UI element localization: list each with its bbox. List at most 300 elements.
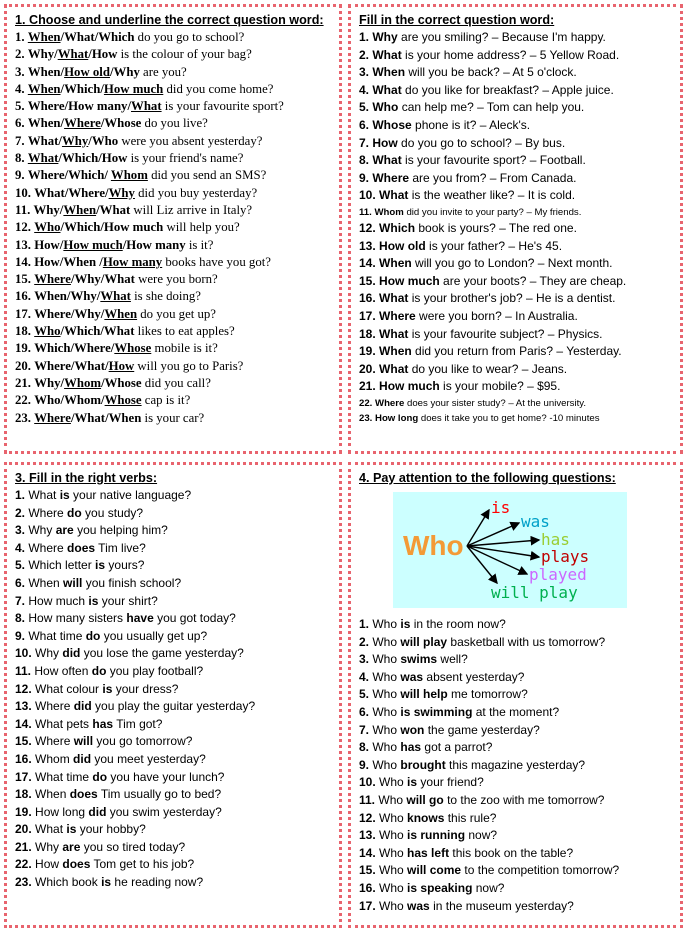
item-number: 9. (15, 628, 26, 643)
verb: will help (400, 687, 448, 702)
item-number: 1. (359, 30, 370, 44)
question-text: you so tired today? (80, 839, 186, 854)
underlined-option: Whose (104, 393, 142, 408)
underlined-option: Where (64, 116, 101, 131)
question-word: Whom (374, 206, 404, 218)
question-start: Why (28, 523, 56, 538)
option-text: Where/What/ (34, 358, 109, 373)
verb: is (400, 617, 411, 631)
list-item (359, 170, 672, 188)
list-item (15, 681, 331, 699)
question-text: your dress? (112, 681, 179, 696)
option-text: /What (96, 202, 131, 217)
verb: will play (400, 634, 448, 649)
verb: was (400, 669, 424, 684)
list-item (15, 81, 331, 98)
item-number: 6. (359, 117, 370, 132)
list-item (15, 306, 331, 323)
diagram-word: played (529, 565, 587, 584)
list-item (359, 135, 672, 153)
question-start: Who (372, 617, 401, 631)
list-item (359, 792, 672, 810)
question-text: is your friend's name? (127, 151, 244, 166)
question-word: Where (379, 308, 416, 323)
option-text: How/ (34, 237, 64, 252)
question-text: is your favourite sport? (161, 99, 284, 114)
list-item (359, 308, 672, 326)
option-text: /Which/How much (60, 220, 164, 235)
question-start: Who (379, 880, 408, 895)
list-item (15, 29, 331, 46)
question-start: What time (35, 769, 93, 784)
question-word: How old (379, 238, 426, 253)
question-start: What (28, 488, 60, 502)
question-text: Tim usually go to bed? (97, 787, 222, 802)
item-number: 19. (15, 341, 31, 356)
question-text: does your sister study? – At the university. (404, 397, 587, 409)
question-start: Why (35, 839, 63, 854)
list-item (359, 651, 672, 669)
item-number: 15. (15, 734, 32, 749)
verb: do (92, 769, 108, 784)
item-number: 5. (15, 99, 25, 114)
item-number: 17. (15, 769, 32, 784)
item-number: 14. (15, 716, 32, 731)
question-start: Where (35, 699, 74, 714)
list-item (359, 361, 672, 379)
list-item (15, 358, 331, 375)
item-number: 13. (15, 237, 31, 252)
item-number: 12. (359, 810, 376, 825)
question-text: you play football? (106, 663, 204, 678)
option-text: /Why (109, 64, 140, 79)
underlined-option: How much (103, 81, 164, 96)
question-text: your native language? (69, 488, 192, 502)
item-number: 20. (15, 358, 31, 373)
arrow (467, 546, 497, 583)
list-item (359, 686, 672, 704)
list-item (15, 487, 331, 505)
question-start: Why (35, 646, 63, 661)
question-text: now? (472, 880, 505, 895)
item-number: 13. (359, 828, 376, 843)
question-start: Who (372, 757, 401, 772)
item-number: 16. (15, 751, 32, 766)
list-item (15, 410, 331, 427)
panel2-title: Fill in the correct question word: (359, 13, 555, 27)
question-start: Whom (35, 751, 74, 766)
item-number: 18. (359, 326, 376, 341)
diagram-word: plays (541, 547, 590, 566)
item-number: 5. (359, 687, 370, 702)
who-center-word: Who (403, 530, 464, 561)
verb: does (69, 787, 98, 802)
list-item (15, 716, 331, 734)
question-text: will you go to London? – Next month. (411, 256, 613, 271)
verb: are (55, 523, 74, 538)
panel2-list (359, 29, 672, 426)
question-text: is your favourite sport? – Football. (401, 153, 586, 168)
item-number: 17. (15, 306, 31, 321)
option-text: /Whose (101, 375, 142, 390)
underlined-option: Whose (114, 341, 152, 356)
list-item (15, 46, 331, 63)
list-item (15, 219, 331, 236)
item-number: 11. (359, 792, 376, 807)
item-number: 4. (15, 81, 25, 96)
item-number: 8. (15, 611, 26, 626)
panel3-title: 3. Fill in the right verbs: (15, 471, 158, 485)
question-start: Who (372, 704, 401, 719)
question-word: Which (379, 220, 416, 235)
question-text: will help you? (163, 220, 240, 235)
question-text: you meet yesterday? (91, 751, 206, 766)
question-start: Who (379, 828, 408, 843)
underlined-option: What (57, 47, 89, 62)
question-text: Tim got? (113, 716, 163, 731)
option-text: When/Why/ (34, 289, 101, 304)
question-word: How (372, 135, 398, 150)
item-number: 16. (359, 880, 376, 895)
option-text: /How (88, 47, 118, 62)
question-text: you have your lunch? (107, 769, 225, 784)
question-start: How (35, 857, 63, 872)
question-start: Who (379, 810, 408, 825)
question-word: What (372, 153, 402, 168)
question-text: is the colour of your bag? (117, 47, 252, 62)
question-text: likes to eat apples? (134, 324, 235, 339)
option-text: /Which/What (60, 324, 135, 339)
item-number: 1. (359, 617, 370, 631)
item-number: 18. (15, 324, 31, 339)
item-number: 8. (15, 151, 25, 166)
verb: do (67, 505, 82, 520)
list-item (359, 774, 672, 792)
item-number: 6. (359, 704, 370, 719)
underlined-option: Where (34, 410, 71, 425)
question-text: will you be back? – At 5 o'clock. (405, 65, 577, 80)
option-text: Where/Why/ (34, 306, 105, 321)
question-text: to the zoo with me tomorrow? (443, 792, 605, 807)
question-start: How often (34, 663, 92, 678)
list-item (15, 115, 331, 132)
item-number: 20. (359, 361, 376, 376)
question-start: What colour (35, 681, 103, 696)
question-text: in the room now? (410, 617, 506, 631)
list-item (15, 505, 331, 523)
list-item (15, 610, 331, 628)
question-word: Who (372, 100, 399, 115)
list-item (359, 273, 672, 291)
option-text: /Which/How (58, 151, 128, 166)
question-start: How long (35, 804, 89, 819)
item-number: 4. (359, 82, 370, 97)
question-text: phone is it? – Aleck's. (411, 117, 531, 132)
list-item (359, 898, 672, 916)
verb: is speaking (407, 880, 473, 895)
question-text: your hobby? (76, 822, 146, 837)
verb: will go (406, 792, 444, 807)
item-number: 20. (15, 822, 32, 837)
option-text: Why/ (27, 47, 58, 62)
item-number: 3. (15, 64, 25, 79)
list-item (15, 392, 331, 409)
question-text: at the moment? (472, 704, 560, 719)
option-text: When/ (27, 64, 65, 79)
underlined-option: How many (102, 254, 163, 269)
list-item (15, 540, 331, 558)
question-word: What (379, 361, 409, 376)
verb: is (102, 681, 113, 696)
item-number: 12. (15, 220, 31, 235)
item-number: 12. (15, 681, 32, 696)
list-item (359, 290, 672, 308)
item-number: 23. (15, 410, 31, 425)
question-word: How much (379, 379, 440, 394)
option-text: Who/Whom/ (34, 393, 105, 408)
list-item (359, 880, 672, 898)
item-number: 9. (359, 170, 370, 185)
question-text: do you like to wear? – Jeans. (408, 361, 568, 376)
item-number: 21. (359, 379, 376, 394)
item-number: 2. (359, 47, 370, 62)
list-item (359, 47, 672, 65)
diagram-word: will play (491, 583, 578, 602)
underlined-option: What (100, 289, 131, 304)
underlined-option: Who (34, 324, 61, 339)
question-text: were you absent yesterday? (118, 133, 263, 148)
item-number: 17. (359, 898, 376, 913)
question-word: What (372, 82, 402, 97)
list-item (15, 733, 331, 751)
panel4-title: 4. Pay attention to the following questions: (359, 471, 616, 485)
item-number: 14. (359, 256, 376, 271)
item-number: 15. (15, 272, 31, 287)
verb: was (407, 898, 430, 913)
item-number: 3. (15, 523, 26, 538)
item-number: 23. (359, 412, 373, 424)
question-text: is your brother's job? – He is a dentist. (408, 291, 616, 306)
item-number: 13. (359, 238, 376, 253)
list-item (359, 704, 672, 722)
item-number: 7. (15, 593, 26, 608)
question-word: How long (375, 412, 419, 424)
item-number: 14. (15, 254, 31, 269)
question-start: Who (379, 863, 408, 878)
question-word: Why (372, 30, 398, 44)
question-start: Where (28, 540, 68, 555)
item-number: 11. (15, 202, 31, 217)
list-item (15, 185, 331, 202)
question-word: When (379, 344, 412, 359)
item-number: 2. (15, 47, 25, 62)
question-text: is the weather like? – It is cold. (408, 188, 576, 203)
underlined-option: What (27, 151, 59, 166)
item-number: 7. (359, 135, 370, 150)
item-number: 9. (15, 168, 25, 183)
item-number: 8. (359, 740, 370, 755)
list-item (15, 786, 331, 804)
list-item (359, 326, 672, 344)
question-text: is it? (185, 237, 214, 252)
option-text: How/When / (34, 254, 103, 269)
verb: knows (407, 810, 445, 825)
option-text: /How many (122, 237, 186, 252)
item-number: 17. (359, 308, 376, 323)
list-item (15, 769, 331, 787)
underlined-option: How much (63, 237, 123, 252)
question-text: he reading now? (111, 875, 204, 890)
question-start: Who (372, 687, 401, 702)
question-text: this rule? (444, 810, 497, 825)
question-text: the game yesterday? (424, 722, 540, 737)
item-number: 16. (359, 291, 376, 306)
item-number: 15. (359, 273, 376, 288)
list-item (15, 271, 331, 288)
panel4-list (359, 616, 672, 915)
item-number: 10. (359, 775, 376, 790)
verb: is (88, 593, 99, 608)
list-item (15, 167, 331, 184)
question-text: did you come home? (163, 81, 274, 96)
question-word: Where (375, 397, 405, 409)
question-text: does it take you to get home? -10 minutes (418, 412, 600, 424)
list-item (359, 238, 672, 256)
item-number: 2. (15, 505, 26, 520)
verb: have (126, 611, 154, 626)
question-text: you play the guitar yesterday? (91, 699, 256, 714)
question-text: basketball with us tomorrow? (447, 634, 606, 649)
option-text: Where/How many/ (27, 99, 132, 114)
item-number: 22. (359, 397, 373, 409)
question-text: were you born? (134, 272, 218, 287)
list-item (359, 739, 672, 757)
item-number: 3. (359, 652, 370, 667)
list-item (15, 663, 331, 681)
list-item (359, 117, 672, 135)
underlined-option: How old (64, 64, 110, 79)
verb: do (85, 628, 101, 643)
question-text: cap is it? (141, 393, 191, 408)
list-item (359, 757, 672, 775)
option-text: What/ (27, 133, 62, 148)
list-item (359, 29, 672, 47)
question-text: is she doing? (130, 289, 201, 304)
question-text: did you buy yesterday? (134, 185, 258, 200)
panel-fill-question-word (348, 4, 683, 454)
question-text: book is yours? – The red one. (415, 220, 577, 235)
verb: has (400, 740, 422, 755)
question-start: What pets (35, 716, 93, 731)
item-number: 18. (15, 787, 32, 802)
question-text: Tim live? (95, 540, 146, 555)
item-number: 16. (15, 289, 31, 304)
verb: brought (400, 757, 446, 772)
question-text: mobile is it? (151, 341, 218, 356)
list-item (15, 593, 331, 611)
verb: is (407, 775, 418, 790)
option-text: When/ (27, 116, 65, 131)
question-start: What time (28, 628, 86, 643)
question-text: your friend? (417, 775, 484, 790)
question-text: is your car? (141, 410, 205, 425)
question-text: are you smiling? – Because I'm happy. (397, 30, 606, 44)
item-number: 6. (15, 116, 25, 131)
list-item (15, 64, 331, 81)
question-start: Which letter (28, 558, 96, 573)
list-item (15, 133, 331, 150)
question-text: is your home address? – 5 Yellow Road. (401, 47, 620, 62)
item-number: 1. (15, 488, 26, 502)
verb: is swimming (400, 704, 473, 719)
item-number: 19. (359, 344, 376, 359)
question-text: do you like for breakfast? – Apple juice. (401, 82, 614, 97)
panel-pay-attention (348, 462, 683, 928)
question-text: you swim yesterday? (106, 804, 222, 819)
verb: is (66, 822, 77, 837)
list-item (359, 827, 672, 845)
question-start: Who (372, 669, 401, 684)
list-item (359, 99, 672, 117)
list-item (15, 751, 331, 769)
panel3-list (15, 487, 331, 892)
verb: do (91, 663, 107, 678)
list-item (359, 616, 672, 634)
verb: will come (407, 863, 462, 878)
question-text: you usually get up? (100, 628, 208, 643)
question-start: Who (372, 652, 401, 667)
item-number: 7. (15, 133, 25, 148)
list-item (359, 220, 672, 238)
question-text: do you go to school? – By bus. (397, 135, 566, 150)
question-text: can help me? – Tom can help you. (398, 100, 585, 115)
question-text: were you born? – In Australia. (415, 308, 578, 323)
verb: did (73, 699, 92, 714)
question-start: Who (378, 792, 407, 807)
list-item (15, 698, 331, 716)
underlined-option: Whom (64, 375, 102, 390)
question-word: Where (372, 170, 410, 185)
verb: swims (400, 652, 438, 667)
item-number: 5. (15, 558, 26, 573)
verb: has left (407, 845, 450, 860)
item-number: 10. (359, 188, 376, 203)
question-start: Where (28, 505, 68, 520)
item-number: 5. (359, 100, 370, 115)
question-word: What (379, 326, 409, 341)
option-text: /Whose (100, 116, 142, 131)
list-item (359, 669, 672, 687)
question-text: this magazine yesterday? (445, 757, 586, 772)
question-text: you got today? (153, 611, 236, 626)
item-number: 13. (15, 699, 32, 714)
question-text: will Liz arrive in Italy? (130, 202, 253, 217)
list-item (15, 323, 331, 340)
question-text: is your father? – He's 45. (425, 238, 563, 253)
question-text: to the competition tomorrow? (461, 863, 620, 878)
list-item (15, 575, 331, 593)
list-item (15, 821, 331, 839)
list-item (15, 839, 331, 857)
question-text: this book on the table? (449, 845, 574, 860)
question-start: When (28, 575, 64, 590)
panel-fill-right-verbs (4, 462, 342, 928)
list-item (15, 856, 331, 874)
question-word: When (379, 256, 412, 271)
item-number: 2. (359, 634, 370, 649)
item-number: 10. (15, 185, 31, 200)
question-text: in the museum yesterday? (429, 898, 574, 913)
